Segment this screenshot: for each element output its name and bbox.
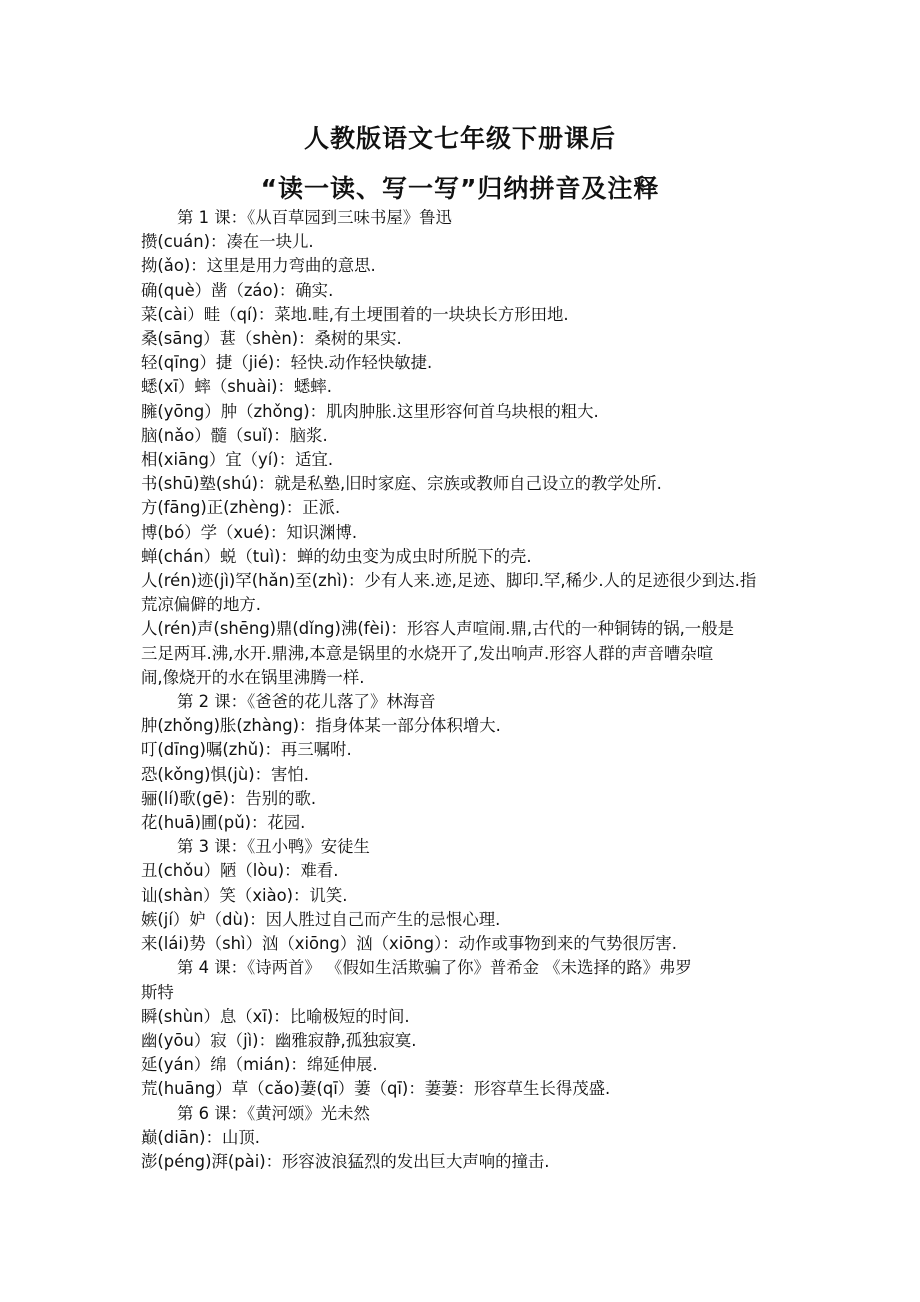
lesson-heading: 第 2 课：《爸爸的花儿落了》林海音: [177, 692, 436, 712]
vocab-entry: 肿(zhǒng)胀(zhàng)：指身体某一部分体积增大.: [141, 716, 501, 736]
vocab-entry: 书(shū)塾(shú)：就是私塾,旧时家庭、宗族或教师自己设立的教学处所.: [141, 474, 662, 494]
lesson-heading: 第 4 课：《诗两首》 《假如生活欺骗了你》普希金 《未选择的路》弗罗: [177, 958, 692, 978]
vocab-entry: 叮(dīng)嘱(zhǔ)：再三嘱咐.: [141, 740, 352, 760]
vocab-entry: 拗(ǎo)：这里是用力弯曲的意思.: [141, 256, 376, 276]
lesson-heading: 第 3 课：《丑小鸭》安徒生: [177, 837, 370, 857]
vocab-entry: 荒凉偏僻的地方.: [141, 595, 261, 615]
vocab-entry: 嫉(jí）妒（dù)：因人胜过自己而产生的忌恨心理.: [141, 909, 501, 929]
document-title: 人教版语文七年级下册课后: [303, 124, 616, 153]
vocab-entry: 幽(yōu）寂（jì)：幽雅寂静,孤独寂寞.: [141, 1030, 417, 1050]
vocab-entry: 攒(cuán)：凑在一块儿.: [141, 232, 314, 252]
vocab-entry: 桑(sāng）葚（shèn)：桑树的果实.: [141, 329, 402, 349]
vocab-entry: 延(yán）绵（mián)：绵延伸展.: [141, 1055, 378, 1075]
vocab-entry: 相(xiāng）宜（yí)：适宜.: [141, 450, 334, 470]
vocab-entry: 恐(kǒng)惧(jù)：害怕.: [141, 764, 309, 784]
vocab-entry: 来(lái)势（shì）汹（xiōng）汹（xiōng）：动作或事物到来的气势很厉害.: [141, 934, 677, 954]
vocab-entry: 蟋(xī）蟀（shuài)：蟋蟀.: [141, 377, 332, 397]
document-body: [141, 206, 806, 1174]
vocab-entry: 丑(chǒu）陋（lòu)：难看.: [141, 861, 339, 881]
vocab-entry: 人(rén)迹(jì)罕(hǎn)至(zhì)：少有人来.迹,足迹、脚印.罕,稀少.人的足迹很少到达.指: [141, 571, 757, 591]
vocab-entry: 讪(shàn）笑（xiào)：讥笑.: [141, 885, 348, 905]
vocab-entry: 方(fāng)正(zhèng)：正派.: [141, 498, 341, 518]
vocab-entry: 三足两耳.沸,水开.鼎沸,本意是锅里的水烧开了,发出响声.形容人群的声音嘈杂喧: [141, 643, 714, 663]
document-subtitle: “读一读、写一写”归纳拼音及注释: [260, 174, 660, 203]
vocab-entry: 人(rén)声(shēng)鼎(dǐng)沸(fèi)：形容人声喧闹.鼎,古代的一种铜铸的锅,一般是: [141, 619, 734, 639]
vocab-entry: 荒(huāng）草（cǎo)萋(qī）萋（qī)：萋萋：形容草生长得茂盛.: [141, 1079, 611, 1099]
vocab-entry: 轻(qīng）捷（jié)：轻快.动作轻快敏捷.: [141, 353, 433, 373]
vocab-entry: 博(bó）学（xué)：知识渊博.: [141, 522, 358, 542]
vocab-entry: 澎(péng)湃(pài)：形容波浪猛烈的发出巨大声响的撞击.: [141, 1151, 550, 1171]
vocab-entry: 花(huā)圃(pǔ)：花园.: [141, 813, 306, 833]
vocab-entry: 骊(lí)歌(gē)：告别的歌.: [141, 788, 317, 808]
vocab-entry: 蝉(chán）蜕（tuì)：蝉的幼虫变为成虫时所脱下的壳.: [141, 546, 532, 566]
vocab-entry: 臃(yōng）肿（zhǒng)：肌肉肿胀.这里形容何首乌块根的粗大.: [141, 401, 599, 421]
vocab-entry: 脑(nǎo）髓（suǐ)：脑浆.: [141, 425, 328, 445]
vocab-entry: 确(què）凿（záo)：确实.: [141, 280, 334, 300]
vocab-entry: 瞬(shùn）息（xī)：比喻极短的时间.: [141, 1006, 410, 1026]
vocab-entry: 斯特: [141, 982, 174, 1002]
vocab-entry: 菜(cài）畦（qí)：菜地.畦,有土埂围着的一块块长方形田地.: [141, 304, 569, 324]
vocab-entry: 闹,像烧开的水在锅里沸腾一样.: [141, 667, 365, 687]
lesson-heading: 第 1 课：《从百草园到三味书屋》鲁迅: [177, 208, 452, 227]
lesson-heading: 第 6 课：《黄河颂》光未然: [177, 1103, 370, 1123]
vocab-entry: 巅(diān)：山顶.: [141, 1127, 260, 1147]
